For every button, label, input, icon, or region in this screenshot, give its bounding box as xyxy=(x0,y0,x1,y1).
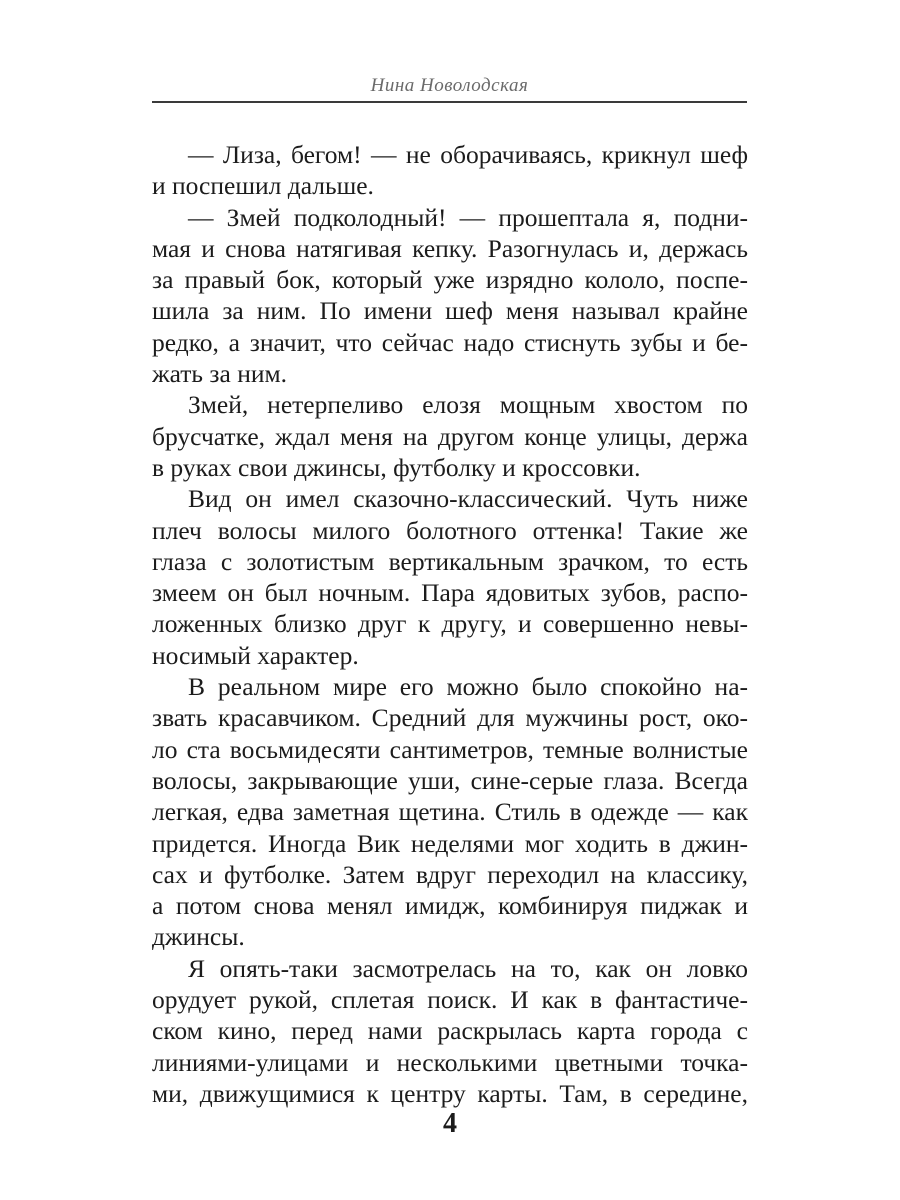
text-line: ло ста восьмидесяти сантиметров, темные волнистые xyxy=(152,734,748,764)
text-line: Вид он имел сказочно-классический. Чуть ниже xyxy=(188,484,748,514)
text-line: ми, движущимися к центру карты. Там, в середине, xyxy=(152,1078,748,1108)
body-text xyxy=(152,139,748,1109)
header-divider xyxy=(152,101,747,103)
text-line: ложенных близко друг к другу, и совершенно невы- xyxy=(152,609,748,639)
text-line: мая и снова натягивая кепку. Разогнулась и, держась xyxy=(152,233,748,263)
text-line: Змей, нетерпеливо елозя мощным хвостом по xyxy=(188,390,748,420)
running-head-author: Нина Новолодская xyxy=(370,75,529,96)
text-line: а потом снова менял имидж, комбинируя пиджак и xyxy=(152,891,748,921)
page-number: 4 xyxy=(443,1108,457,1139)
text-line: сах и футболке. Затем вдруг переходил на классику, xyxy=(152,859,748,889)
text-line: в руках свои джинсы, футболку и кроссовки. xyxy=(152,452,641,482)
text-line: шила за ним. По имени шеф меня называл крайне xyxy=(152,296,748,326)
text-line: — Змей подколодный! — прошептала я, подни- xyxy=(188,202,748,232)
text-line: Я опять-таки засмотрелась на то, как он ловко xyxy=(188,953,748,983)
text-line: змеем он был ночным. Пара ядовитых зубов, распо- xyxy=(152,578,748,608)
text-line: глаза с золотистым вертикальным зрачком, то есть xyxy=(152,546,748,576)
text-line: жать за ним. xyxy=(152,359,287,389)
text-line: — Лиза, бегом! — не оборачиваясь, крикнул шеф xyxy=(188,140,748,169)
text-line: за правый бок, который уже изрядно кололо, поспе- xyxy=(152,265,748,295)
text-line: джинсы. xyxy=(152,922,245,952)
text-line: носимый характер. xyxy=(152,640,359,670)
text-line: линиями-улицами и несколькими цветными точка- xyxy=(152,1047,748,1077)
text-line: плеч волосы милого болотного оттенка! Такие же xyxy=(152,515,748,545)
text-line: волосы, закрывающие уши, сине-серые глаза. Всегда xyxy=(152,765,748,795)
text-line: ском кино, перед нами раскрылась карта города с xyxy=(152,1016,748,1046)
text-line: В реальном мире его можно было спокойно на- xyxy=(188,672,748,702)
text-line: легкая, едва заметная щетина. Стиль в одежде — как xyxy=(152,797,748,827)
text-line: звать красавчиком. Средний для мужчины рост, око- xyxy=(152,703,748,733)
text-line: и поспешил дальше. xyxy=(152,171,374,201)
text-line: придется. Иногда Вик неделями мог ходить в джин- xyxy=(152,828,748,858)
text-line: орудует рукой, сплетая поиск. И как в фантастиче- xyxy=(152,985,748,1015)
text-line: редко, а значит, что сейчас надо стиснуть зубы и бе- xyxy=(152,327,748,357)
text-line: брусчатке, ждал меня на другом конце улицы, держа xyxy=(152,421,748,451)
